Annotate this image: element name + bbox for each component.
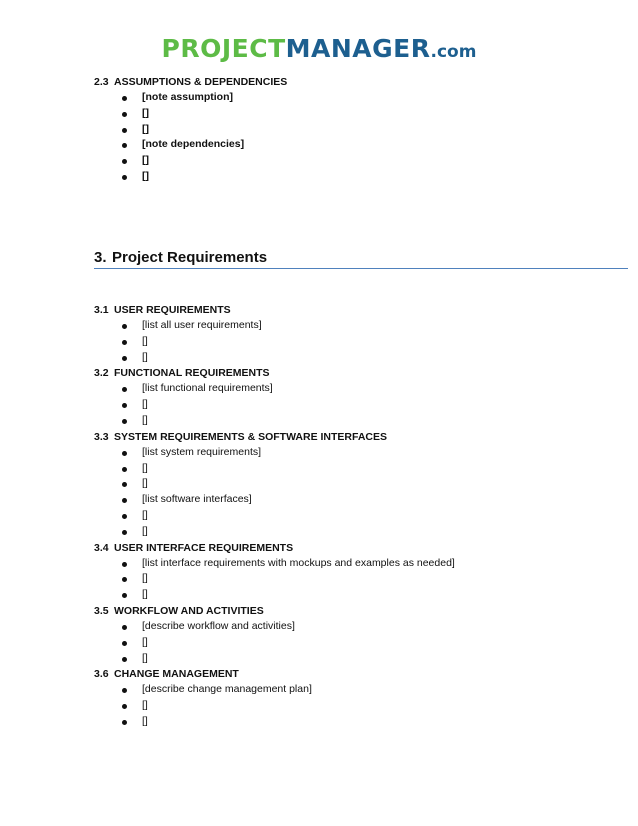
- list-item: [note dependencies]: [94, 137, 614, 153]
- list-item: [list interface requirements with mockups and examples as needed]: [94, 556, 614, 572]
- requirements-sections: [94, 302, 614, 730]
- list-item: [list all user requirements]: [94, 318, 614, 334]
- section-title: CHANGE MANAGEMENT: [114, 668, 239, 681]
- list-item: []: [94, 397, 614, 413]
- list-item: []: [94, 635, 614, 651]
- section-heading: [94, 603, 614, 619]
- heading-number: 3.: [94, 249, 107, 266]
- section-number: 2.3: [94, 76, 109, 88]
- section-number: 3.4: [94, 541, 109, 554]
- list-item: [describe change management plan]: [94, 682, 614, 698]
- list-item: []: [94, 350, 614, 366]
- bullet-list: [94, 619, 614, 666]
- section-number: 3.3: [94, 430, 109, 443]
- list-item: []: [94, 169, 614, 185]
- section-3-6: [94, 666, 614, 729]
- list-item: []: [94, 461, 614, 477]
- list-item: [list software interfaces]: [94, 492, 614, 508]
- heading-title: Project Requirements: [112, 249, 268, 266]
- bullet-list: [94, 556, 614, 603]
- section-number: 3.2: [94, 367, 109, 380]
- section-3-4: [94, 540, 614, 603]
- section-title: ASSUMPTIONS & DEPENDENCIES: [114, 76, 288, 88]
- section-title: WORKFLOW AND ACTIVITIES: [114, 604, 264, 617]
- section-heading: [94, 540, 614, 556]
- section-number: 3.5: [94, 604, 109, 617]
- logo-part-project: PROJECT: [161, 34, 286, 63]
- bullet-list: [94, 682, 614, 729]
- section-heading: [94, 666, 614, 682]
- list-item: []: [94, 334, 614, 350]
- section-title: FUNCTIONAL REQUIREMENTS: [114, 367, 270, 380]
- section-3-5: [94, 603, 614, 666]
- bullet-list: [94, 445, 614, 540]
- list-item: [describe workflow and activities]: [94, 619, 614, 635]
- list-item: []: [94, 106, 614, 122]
- section-title: USER INTERFACE REQUIREMENTS: [114, 541, 294, 554]
- section-title: USER REQUIREMENTS: [114, 304, 231, 316]
- bullet-list: [94, 90, 614, 185]
- list-item: []: [94, 413, 614, 429]
- list-item: []: [94, 651, 614, 667]
- section-heading: [94, 74, 614, 90]
- list-item: []: [94, 587, 614, 603]
- section-3-3: [94, 429, 614, 540]
- list-item: []: [94, 524, 614, 540]
- section-heading: [94, 365, 614, 381]
- section-number: 3.6: [94, 668, 109, 681]
- logo-part-dotcom: .com: [430, 42, 477, 62]
- list-item: []: [94, 153, 614, 169]
- list-item: []: [94, 698, 614, 714]
- list-item: []: [94, 714, 614, 730]
- list-item: [note assumption]: [94, 90, 614, 106]
- section-number: 3.1: [94, 304, 109, 316]
- bullet-list: [94, 318, 614, 365]
- heading-project-requirements: [94, 248, 267, 268]
- section-heading: [94, 429, 614, 445]
- bullet-list: [94, 381, 614, 428]
- section-3-1: [94, 302, 614, 365]
- section-heading: [94, 302, 614, 318]
- list-item: []: [94, 476, 614, 492]
- list-item: [list functional requirements]: [94, 381, 614, 397]
- list-item: []: [94, 508, 614, 524]
- list-item: []: [94, 122, 614, 138]
- section-title: SYSTEM REQUIREMENTS & SOFTWARE INTERFACES: [114, 430, 388, 443]
- list-item: []: [94, 571, 614, 587]
- projectmanager-logo: [0, 34, 638, 67]
- list-item: [list system requirements]: [94, 445, 614, 461]
- logo-part-manager: MANAGER: [285, 34, 431, 63]
- heading-divider: [94, 268, 628, 269]
- section-2-3: [94, 74, 614, 185]
- section-3-2: [94, 365, 614, 428]
